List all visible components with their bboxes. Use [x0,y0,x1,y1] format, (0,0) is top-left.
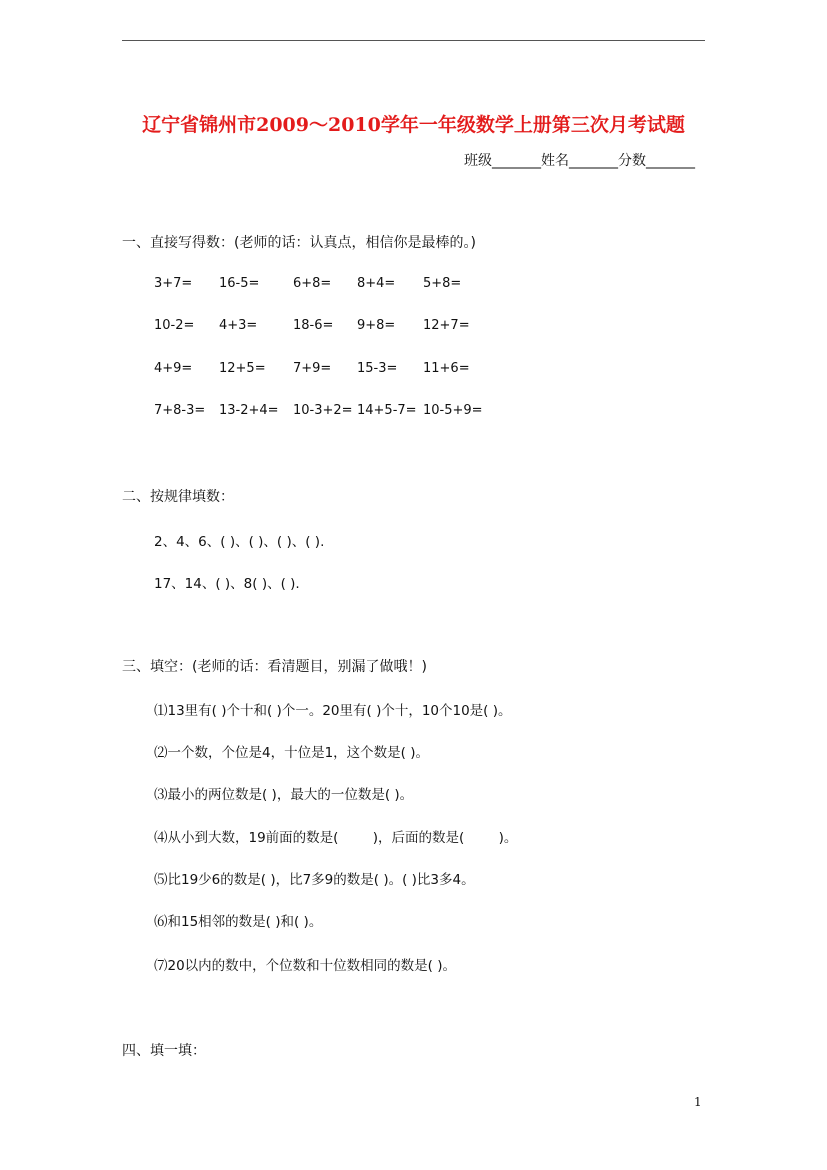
header-rule [122,40,705,41]
calc-item: 10-3+2= [293,403,353,418]
calc-item: 7+9= [293,361,332,376]
calc-item: 7+8-3= [154,403,206,418]
calc-item: 11+6= [423,361,470,376]
calc-item: 13-2+4= [219,403,279,418]
section-2-heading: 二、按规律填数： [122,489,234,505]
sequence-line: 2、4、6、( )、( )、( )、( ). [154,534,325,550]
calc-item: 12+7= [423,318,470,333]
section-4-heading: 四、填一填： [122,1043,206,1059]
calc-item: 4+9= [154,361,193,376]
student-info-line: 班级_______姓名_______分数_______ [464,153,695,169]
sequence-line: 17、14、( )、8( )、( ). [154,576,300,592]
fill-item: ⑶最小的两位数是( )，最大的一位数是( )。 [154,787,414,803]
page-number: 1 [694,1095,702,1109]
calc-item: 10-2= [154,318,195,333]
fill-item: ⑺20以内的数中，个位数和十位数相同的数是( )。 [154,958,457,974]
calc-item: 14+5-7= [357,403,417,418]
fill-item: ⑷从小到大数，19前面的数是( )，后面的数是( )。 [154,830,518,846]
calc-item: 12+5= [219,361,266,376]
calc-item: 6+8= [293,276,332,291]
fill-item: ⑵一个数，个位是4，十位是1，这个数是( )。 [154,745,430,761]
page-title: 辽宁省锦州市2009～2010学年一年级数学上册第三次月考试题 [142,114,685,136]
calc-item: 16-5= [219,276,260,291]
calc-item: 10-5+9= [423,403,483,418]
section-3-heading: 三、填空：(老师的话：看清题目，别漏了做哦！) [122,659,427,675]
fill-item: ⑹和15相邻的数是( )和( )。 [154,914,323,930]
calc-item: 9+8= [357,318,396,333]
section-1-heading: 一、直接写得数：(老师的话：认真点，相信你是最棒的。) [122,235,476,251]
calc-item: 4+3= [219,318,258,333]
fill-item: ⑸比19少6的数是( )，比7多9的数是( )。( )比3多4。 [154,872,475,888]
calc-item: 5+8= [423,276,462,291]
calc-item: 3+7= [154,276,193,291]
fill-item: ⑴13里有( )个十和( )个一。20里有( )个十，10个10是( )。 [154,703,512,719]
calc-item: 15-3= [357,361,398,376]
calc-item: 8+4= [357,276,396,291]
calc-item: 18-6= [293,318,334,333]
